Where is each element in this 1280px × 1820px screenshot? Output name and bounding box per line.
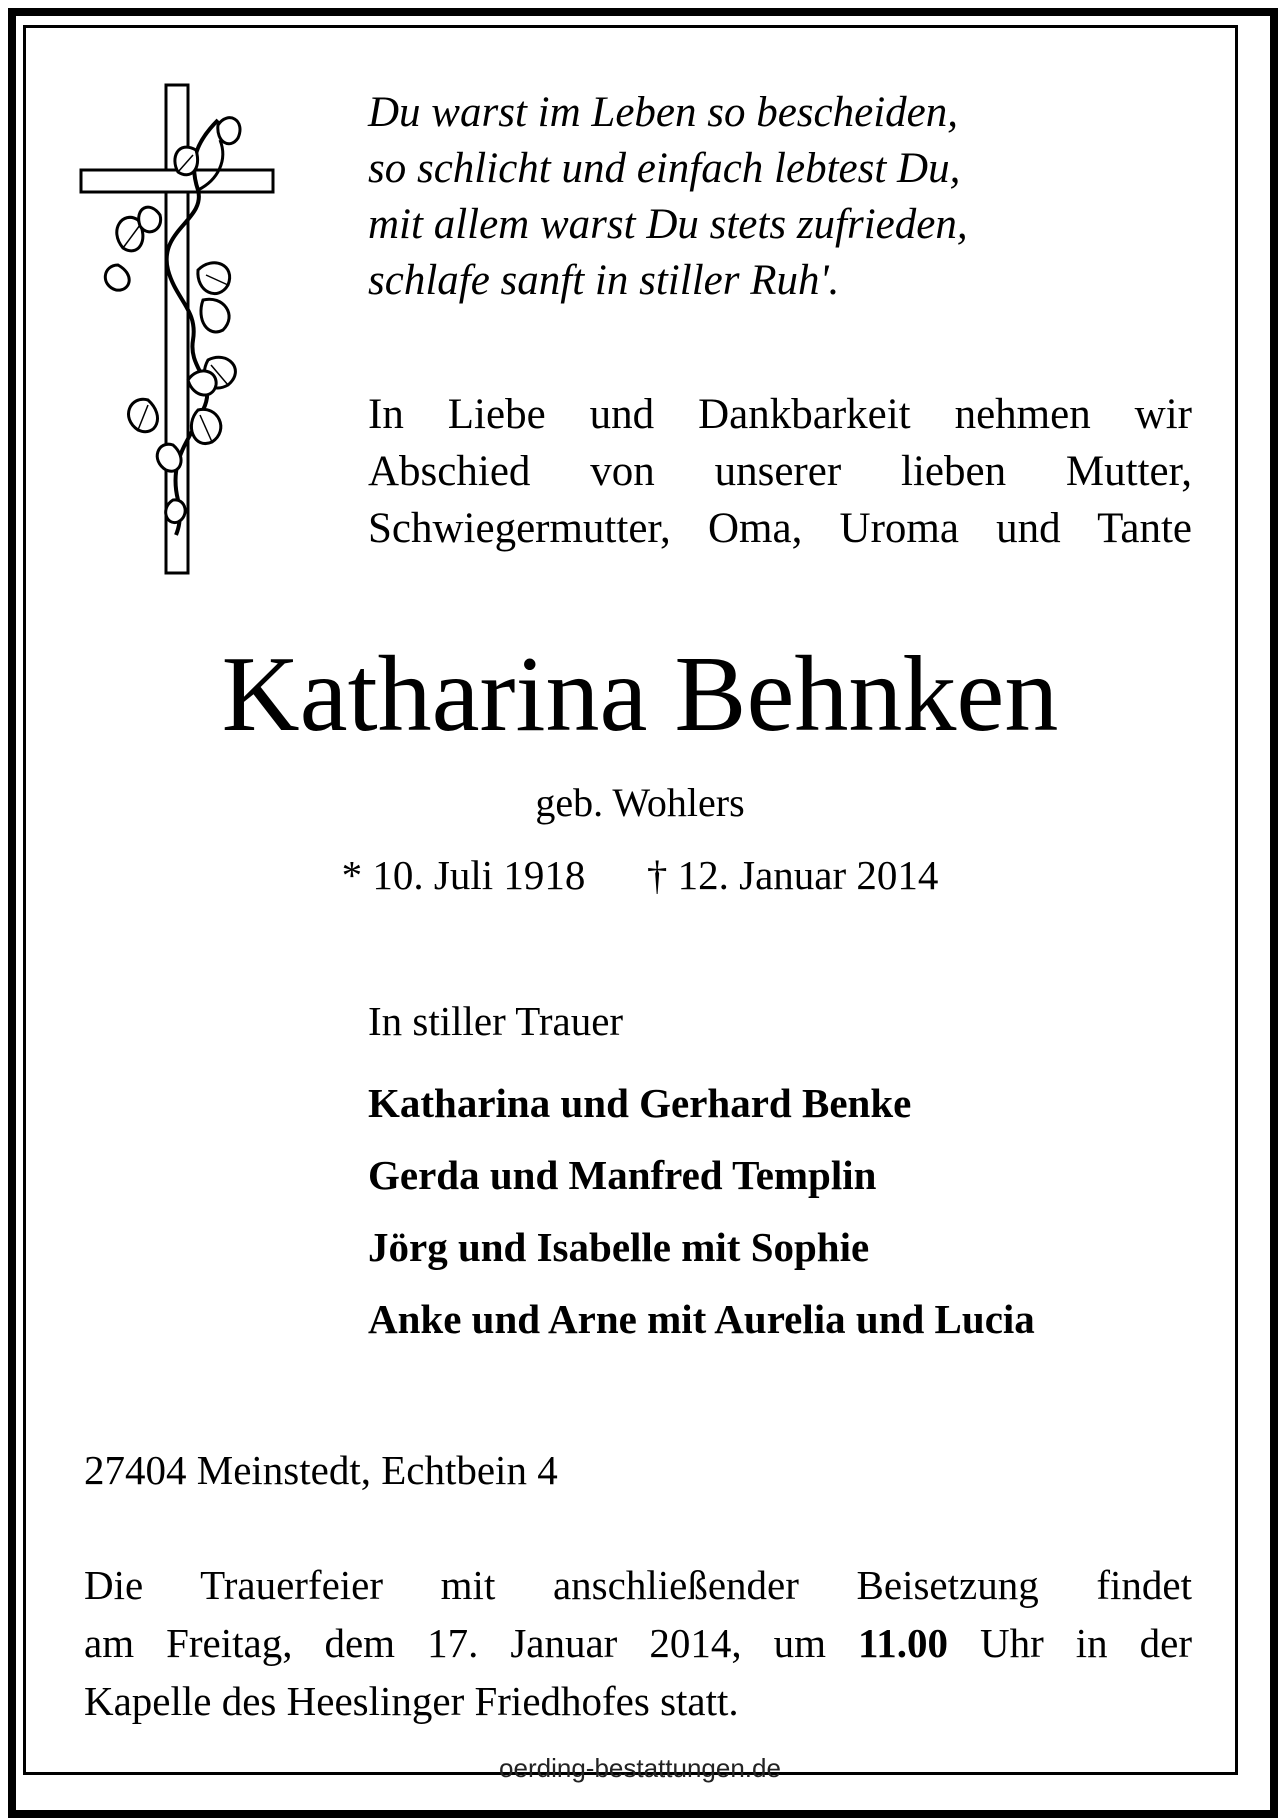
life-dates: * 10. Juli 1918 † 12. Januar 2014 [341,852,939,898]
funeral-service-info [84,1556,1192,1730]
poem-line: Du warst im Leben so bescheiden, [368,89,958,136]
mourners-label: In stiller Trauer [368,998,624,1044]
family-address: 27404 Meinstedt, Echtbein 4 [84,1447,558,1493]
service-location-text: Uhr in der [947,1620,1192,1666]
intro-line: Abschied von unserer lieben Mutter, [368,448,1192,495]
mourner-name: Katharina und Gerhard Benke [368,1080,912,1126]
service-date-text: am Freitag, dem 17. Januar 2014, um [84,1620,858,1666]
service-line [84,1614,1192,1672]
deceased-name: Katharina Behnken [221,635,1059,754]
service-time: 11.00 [857,1620,948,1666]
memorial-poem [368,85,1128,309]
farewell-intro [368,386,1192,557]
mourner-name: Jörg und Isabelle mit Sophie [368,1224,870,1270]
cross-with-vine-icon [78,80,278,580]
poem-line: so schlicht und einfach lebtest Du, [368,145,961,192]
mourner-name: Anke und Arne mit Aurelia und Lucia [368,1296,1035,1342]
maiden-name: geb. Wohlers [535,780,745,825]
mourners-list [368,1078,1035,1366]
service-line: Die Trauerfeier mit anschließender Beisetzung findet [84,1562,1192,1608]
poem-line: schlafe sanft in stiller Ruh'. [368,257,840,304]
service-line: Kapelle des Heeslinger Friedhofes statt. [84,1678,739,1724]
intro-line: In Liebe und Dankbarkeit nehmen wir [368,391,1192,438]
poem-line: mit allem warst Du stets zufrieden, [368,201,968,248]
intro-line: Schwiegermutter, Oma, Uroma und Tante [368,505,1192,552]
funeral-home-url: oerding-bestattungen.de [499,1753,781,1783]
mourner-name: Gerda und Manfred Templin [368,1152,877,1198]
